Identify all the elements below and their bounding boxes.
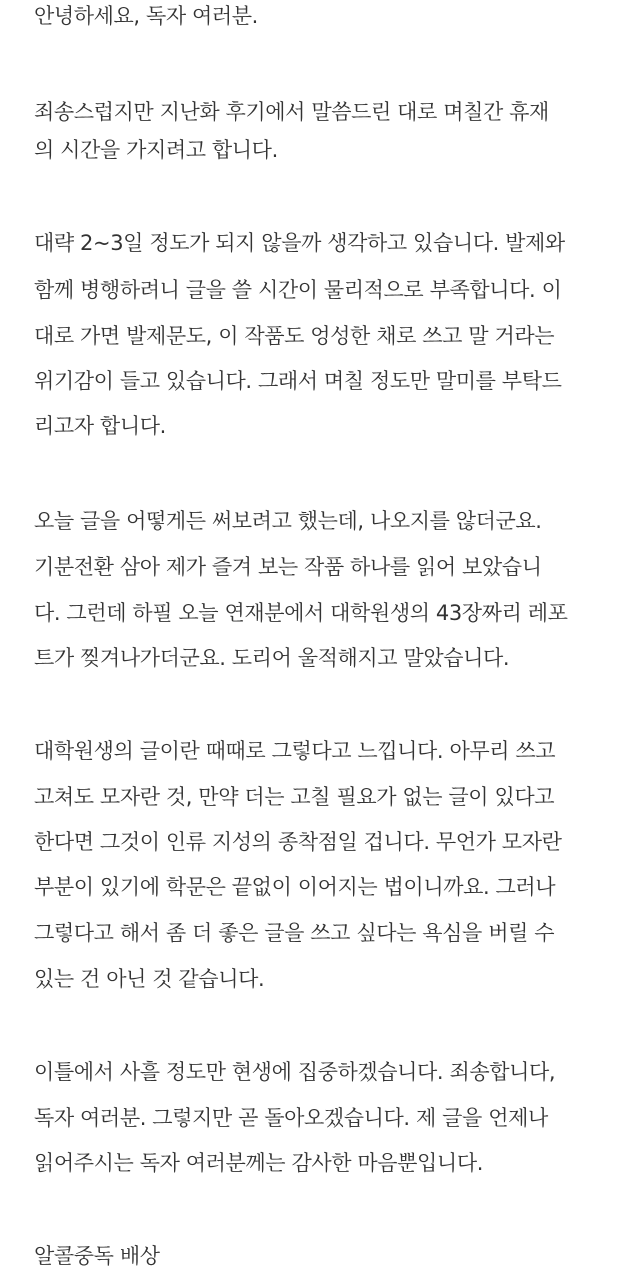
paragraph-2-line-5: 리고자 합니다. [34,414,166,438]
paragraph-2-line-3: 대로 가면 발제문도, 이 작품도 엉성한 채로 쓰고 말 거라는 [34,324,555,348]
paragraph-2-line-4: 위기감이 들고 있습니다. 그래서 며칠 정도만 말미를 부탁드 [34,369,562,393]
paragraph-3-line-1: 오늘 글을 어떻게든 써보려고 했는데, 나오지를 않더군요. [34,509,542,533]
paragraph-5-line-2: 독자 여러분. 그렇지만 곧 돌아오겠습니다. 제 글을 언제나 [34,1106,548,1130]
paragraph-1-line-1: 죄송스럽지만 지난화 후기에서 말씀드린 대로 며칠간 휴재 [34,100,549,124]
paragraph-4-line-6: 있는 건 아닌 것 같습니다. [34,967,265,991]
paragraph-4-line-5: 그렇다고 해서 좀 더 좋은 글을 쓰고 싶다는 욕심을 버릴 수 [34,921,555,945]
signature: 알콜중독 배상 [34,1244,160,1268]
paragraph-3-line-4: 트가 찢겨나가더군요. 도리어 울적해지고 말았습니다. [34,646,510,670]
paragraph-1-line-2: 의 시간을 가지려고 합니다. [34,138,278,162]
paragraph-4-line-2: 고쳐도 모자란 것, 만약 더는 고칠 필요가 없는 글이 있다고 [34,785,555,809]
paragraph-3-line-3: 다. 그런데 하필 오늘 연재분에서 대학원생의 43장짜리 레포 [34,601,568,625]
paragraph-4-line-4: 부분이 있기에 학문은 끝없이 이어지는 법이니까요. 그러나 [34,875,556,899]
paragraph-4-line-1: 대학원생의 글이란 때때로 그렇다고 느낍니다. 아무리 쓰고 [34,739,556,763]
paragraph-3-line-2: 기분전환 삼아 제가 즐겨 보는 작품 하나를 읽어 보았습니 [34,555,542,579]
paragraph-2-line-2: 함께 병행하려니 글을 쓸 시간이 물리적으로 부족합니다. 이 [34,278,562,302]
paragraph-2-line-1: 대략 2~3일 정도가 되지 않을까 생각하고 있습니다. 발제와 [34,231,565,255]
greeting: 안녕하세요, 독자 여러분. [34,4,258,28]
paragraph-5-line-3: 읽어주시는 독자 여러분께는 감사한 마음뿐입니다. [34,1151,483,1175]
paragraph-5-line-1: 이틀에서 사흘 정도만 현생에 집중하겠습니다. 죄송합니다, [34,1060,556,1084]
paragraph-4-line-3: 한다면 그것이 인류 지성의 종착점일 겁니다. 무언가 모자란 [34,830,562,854]
